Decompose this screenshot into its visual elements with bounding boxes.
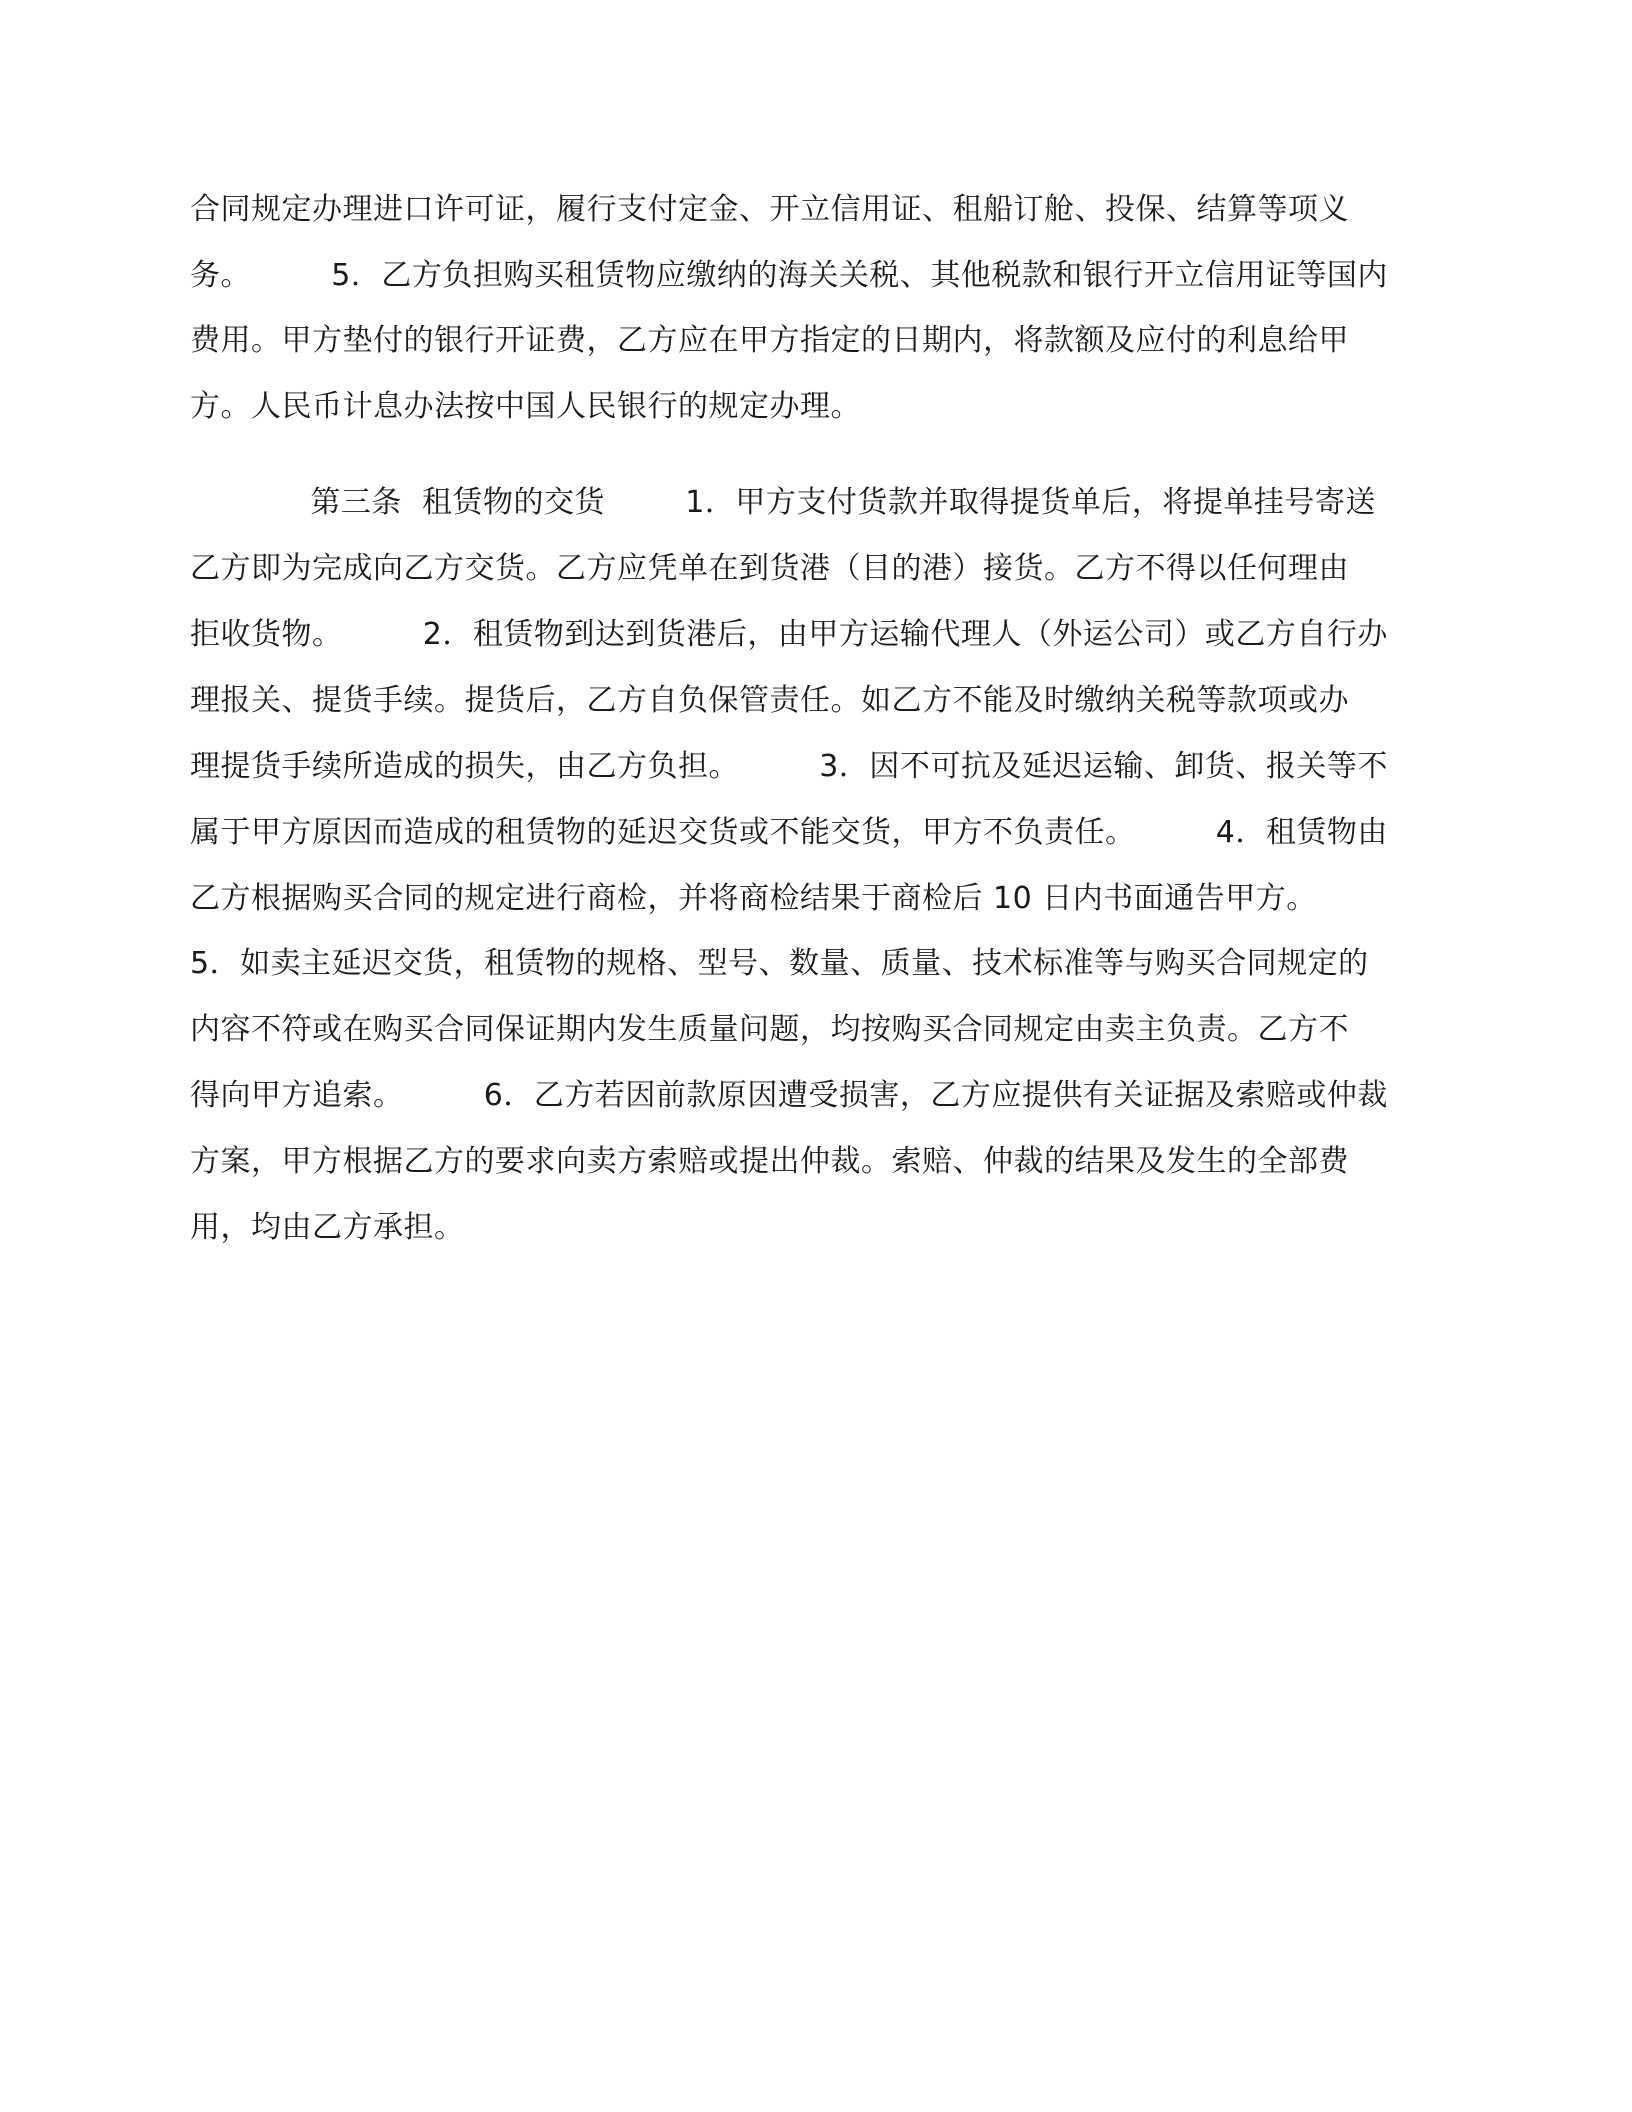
text-line: 方案，甲方根据乙方的要求向卖方索赔或提出仲裁。索赔、仲裁的结果及发生的全部费	[190, 1144, 1349, 1179]
text-line: 理报关、提货手续。提货后，乙方自负保管责任。如乙方不能及时缴纳关税等款项或办	[190, 683, 1349, 718]
text-line: 内容不符或在购买合同保证期内发生质量问题，均按购买合同规定由卖主负责。乙方不	[190, 1012, 1349, 1047]
text-line: 5．如卖主延迟交货，租赁物的规格、型号、数量、质量、技术标准等与购买合同规定的	[190, 946, 1369, 981]
text-line: 拒收货物。 2．租赁物到达到货港后，由甲方运输代理人（外运公司）或乙方自行办	[190, 617, 1388, 652]
text-line: 方。人民币计息办法按中国人民银行的规定办理。	[190, 389, 861, 424]
text-line: 合同规定办理进口许可证，履行支付定金、开立信用证、租船订舱、投保、结算等项义	[190, 192, 1349, 227]
text-line: 得向甲方追索。 6．乙方若因前款原因遭受损害，乙方应提供有关证据及索赔或仲裁	[190, 1078, 1388, 1113]
text-line: 属于甲方原因而造成的租赁物的延迟交货或不能交货，甲方不负责任。 4．租赁物由	[190, 815, 1388, 850]
text-line: 费用。甲方垫付的银行开证费，乙方应在甲方指定的日期内，将款额及应付的利息给甲	[190, 323, 1349, 358]
text-line: 务。 5．乙方负担购买租赁物应缴纳的海关关税、其他税款和银行开立信用证等国内	[190, 258, 1388, 293]
section-heading-line: 第三条 租赁物的交货 1．甲方支付货款并取得提货单后，将提单挂号寄送	[190, 485, 1376, 520]
text-line: 用，均由乙方承担。	[190, 1210, 465, 1245]
text-line: 乙方即为完成向乙方交货。乙方应凭单在到货港（目的港）接货。乙方不得以任何理由	[190, 551, 1349, 586]
text-line: 乙方根据购买合同的规定进行商检，并将商检结果于商检后 10 日内书面通告甲方。	[190, 881, 1317, 916]
text-line: 理提货手续所造成的损失，由乙方负担。 3．因不可抗及延迟运输、卸货、报关等不	[190, 749, 1388, 784]
